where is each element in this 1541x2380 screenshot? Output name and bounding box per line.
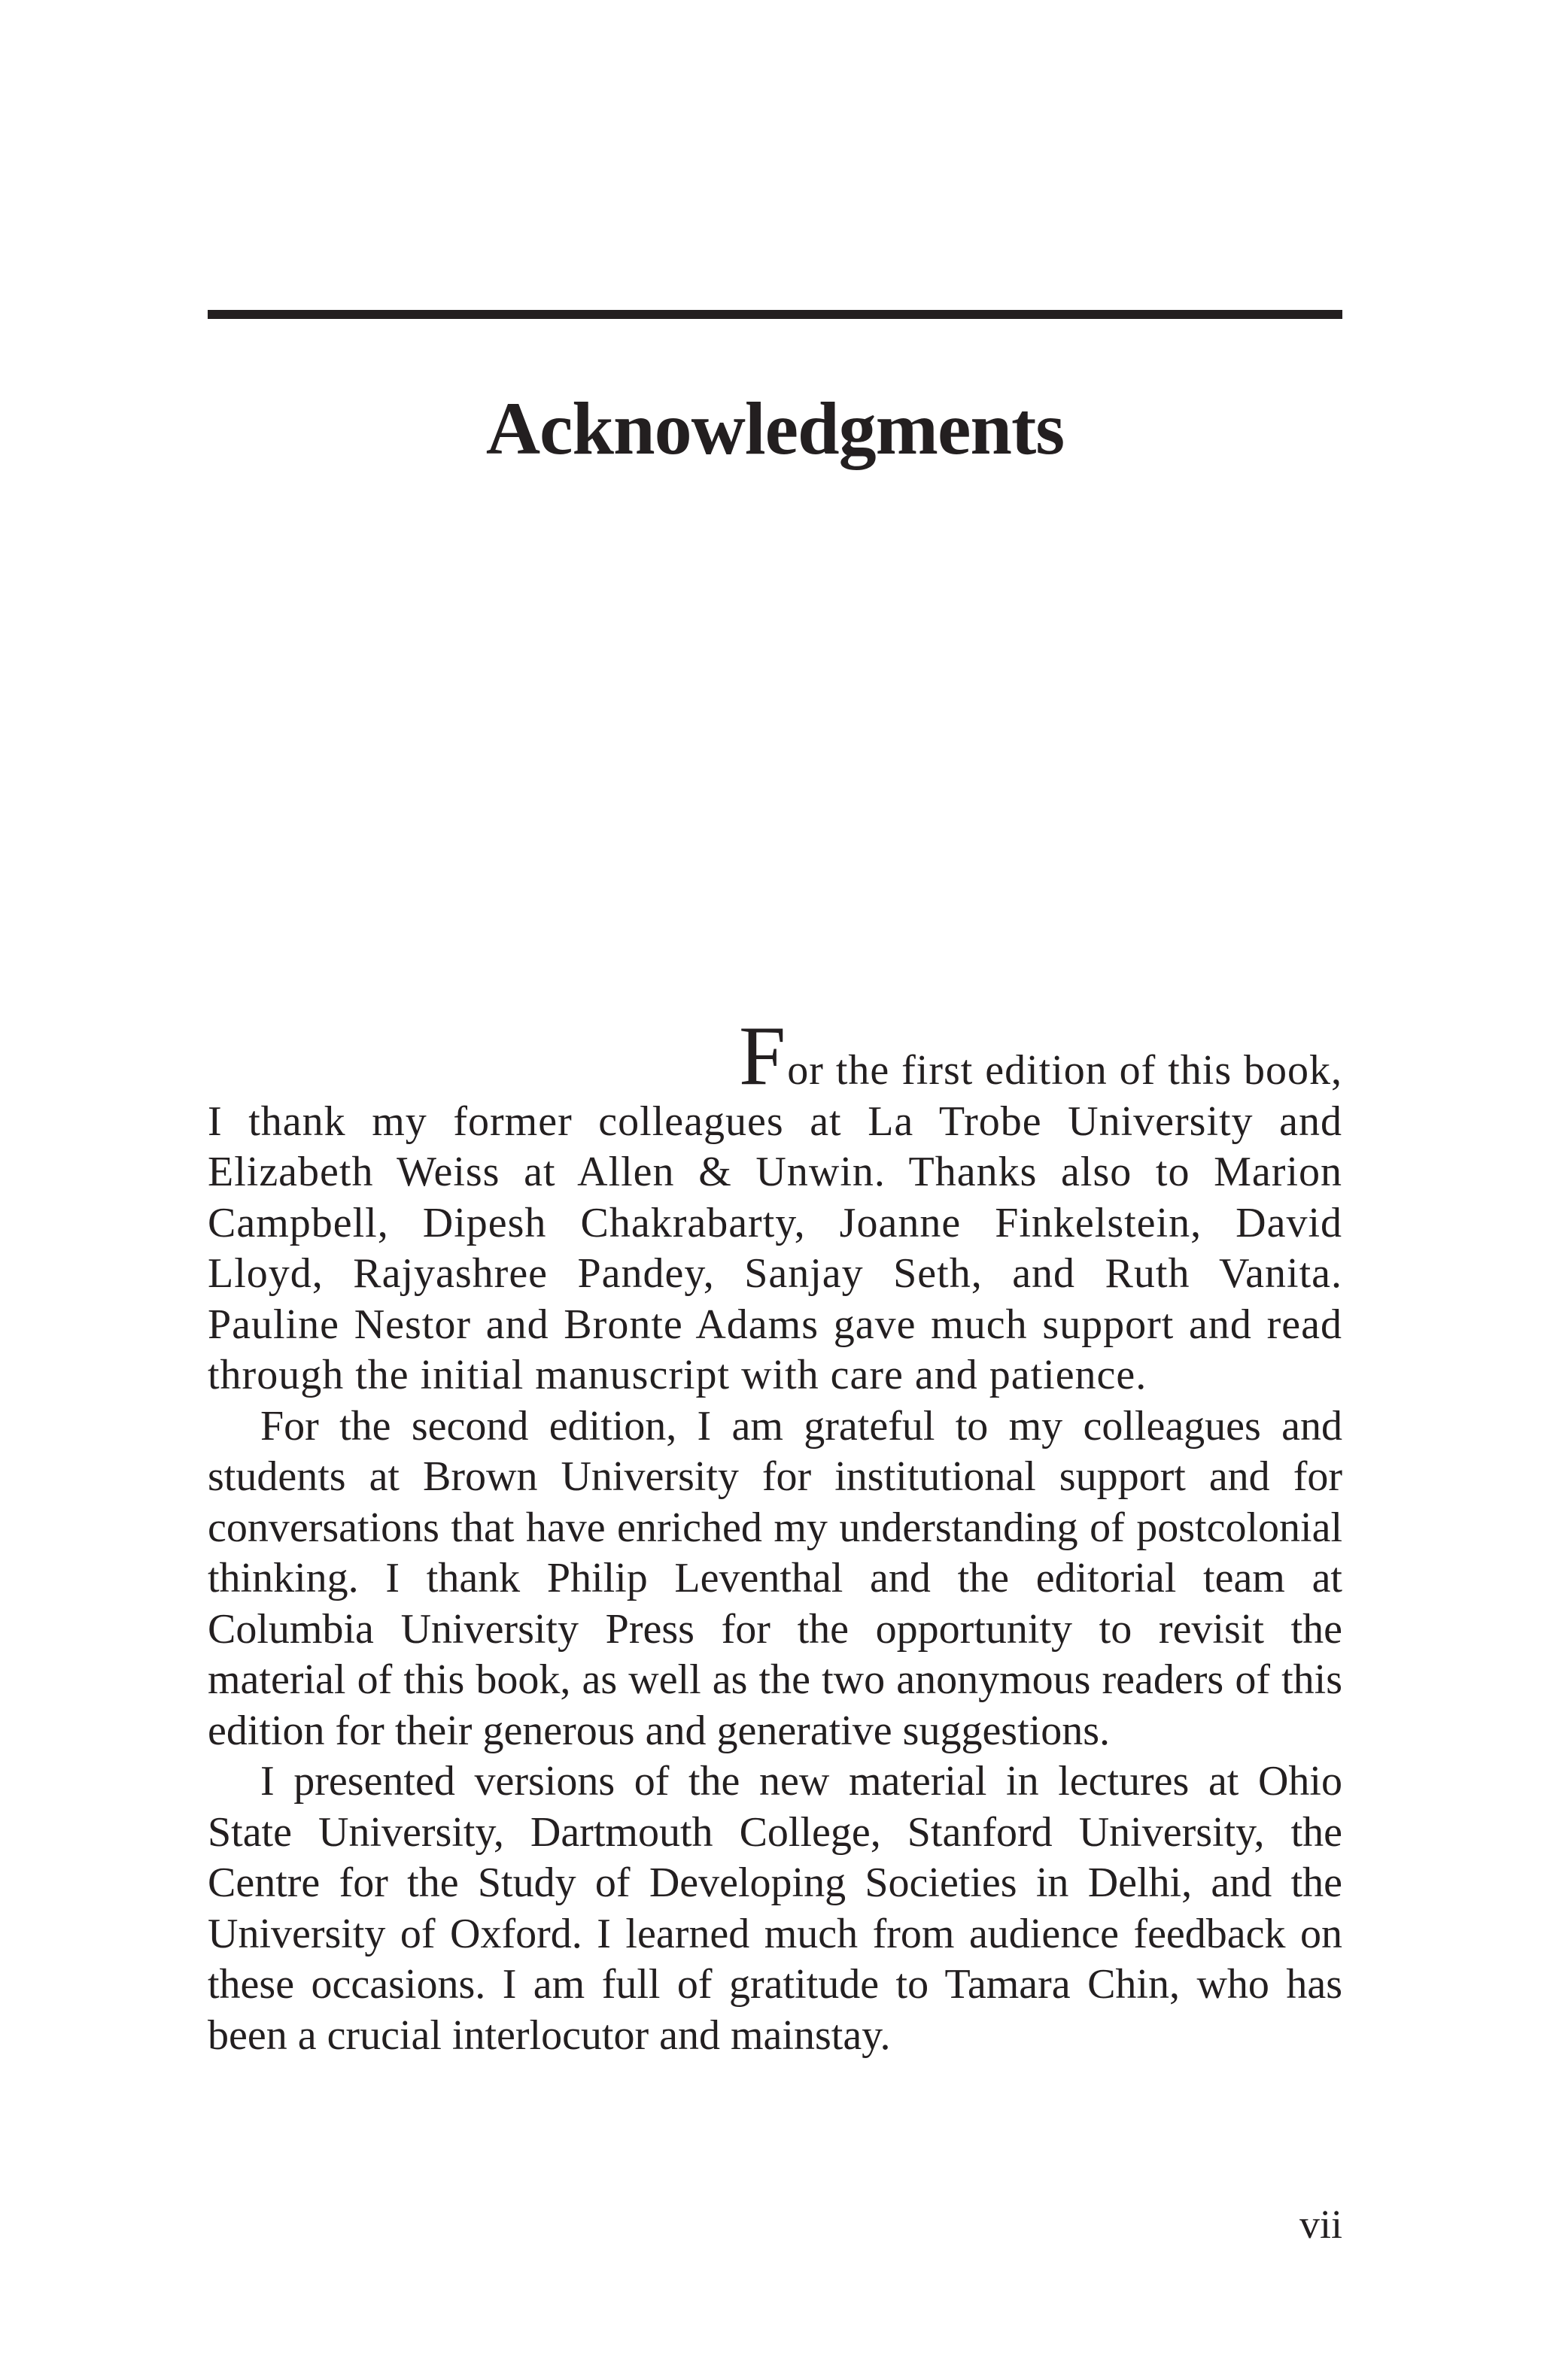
page-number: vii [1299,2202,1342,2247]
chapter-title: Acknowledgments [485,387,1065,470]
paragraph-lectures: I presented versions of the new material in lectures at Ohio State University, Dartmouth College, Stanford University, the Centre for the Study of Developing Societies in Delhi, and the University of Oxford. I learned much from audience feedback on these occasions. I am full of gratitude to Tamara Chin, who has been a crucial interlocutor and mainstay. [208,1758,1342,2059]
paragraph-first-edition-text: or the first edition of this book, I thank my former colleagues at La Trobe University and Elizabeth Weiss at Allen & Unwin. Thanks also to Marion Campbell, Dipesh Chakrabarty, Joanne Finkelstein, David Lloyd, Rajyashree Pandey, Sanjay Seth, and Ruth Vanita. Pauline Nestor and Bronte Adams gave much support and read through the initial manuscript with care and patience. [208,1047,1342,1398]
acknowledgments-body [208,1009,1342,2061]
paragraph-first-edition [208,1009,1342,1401]
drop-cap-initial: F [739,1009,788,1103]
paragraph-second-edition: For the second edition, I am grateful to my colleagues and students at Brown University for institutional support and for conversations that have enriched my understanding of postcolonial thinking. I thank Philip Leventhal and the editorial team at Columbia University Press for the opportunity to revisit the material of this book, as well as the two anonymous readers of this edition for their generous and generative suggestions. [208,1402,1342,1754]
chapter-top-rule [208,310,1342,319]
